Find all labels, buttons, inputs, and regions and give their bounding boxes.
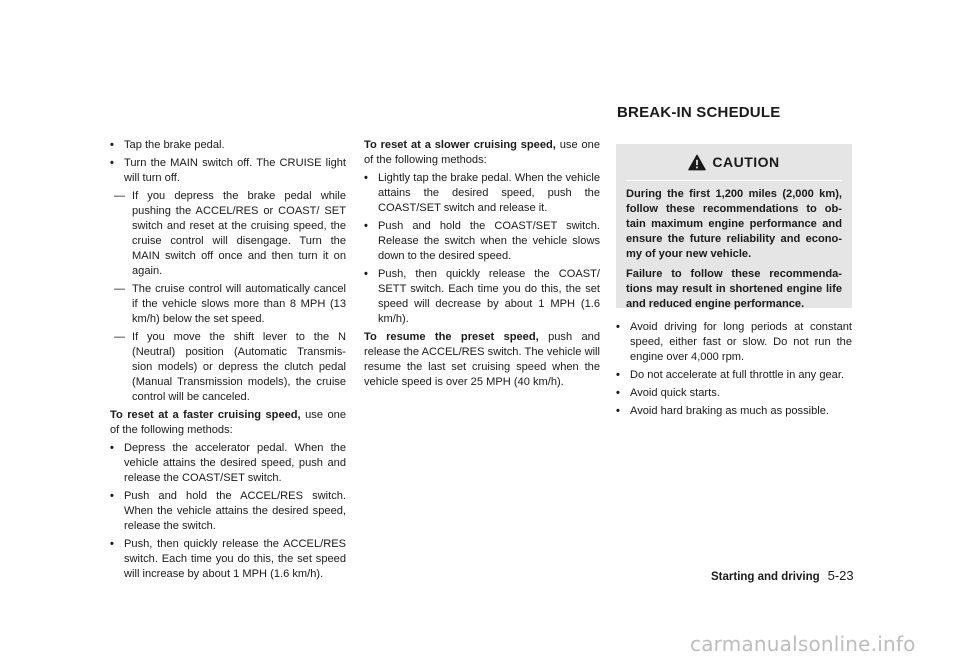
dash-mark: — — [114, 283, 126, 295]
bullet-mark: • — [616, 369, 620, 381]
page-footer — [711, 568, 854, 583]
caution-paragraph: Failure to follow these recommenda- tions may result in shortened engine life and reduced engine performance. — [626, 268, 842, 310]
list-item: — The cruise control will automatically cancel if the vehicle slows more than 8 MPH (13 km/h) below the set speed. — [114, 283, 346, 325]
bullet-mark: • — [616, 321, 620, 333]
list-item: • Depress the accelerator pedal. When the vehicle attains the desired speed, push and release the COAST/SET switch. — [110, 442, 346, 484]
dash-mark: — — [114, 190, 126, 202]
list-item: • Lightly tap the brake pedal. When the vehicle attains the desired speed, push the COAST/SET switch and release it. — [364, 172, 600, 214]
caution-box — [616, 144, 852, 308]
bullet-mark: • — [364, 268, 368, 280]
list-item: • Avoid hard braking as much as possible. — [616, 405, 829, 417]
caution-title: CAUTION — [712, 154, 780, 170]
list-item: • Push, then quickly release the ACCEL/RES switch. Each time you do this, the set speed will increase by about 1 MPH (1.6 km/h). — [110, 538, 346, 580]
page-number: 5-23 — [827, 568, 854, 583]
bullet-mark: • — [110, 139, 114, 151]
section-heading: BREAK-IN SCHEDULE — [617, 104, 781, 121]
caution-paragraph: During the first 1,200 miles (2,000 km), follow these recommendations to ob- tain maximum engine performance and ensure the future reliability and econo- my of your new vehicle. — [626, 188, 842, 260]
resume-paragraph: To resume the preset speed, push and release the ACCEL/RES switch. The vehicle will resume the last set cruising speed when the vehicle speed is over 25 MPH (40 km/h). — [364, 331, 601, 388]
column-left — [110, 138, 346, 585]
faster-heading: To reset at a faster cruising speed, — [110, 409, 301, 421]
faster-paragraph: To reset at a faster cruising speed, use one of the following methods: — [110, 409, 347, 436]
caution-header — [616, 144, 852, 180]
list-item: • Avoid driving for long periods at constant speed, either fast or slow. Do not run the engine over 4,000 rpm. — [616, 321, 852, 363]
resume-heading: To resume the preset speed, — [364, 331, 539, 343]
warning-triangle-icon — [688, 154, 706, 171]
break-in-list — [616, 320, 852, 422]
bullet-mark: • — [364, 220, 368, 232]
bullet-mark: • — [110, 157, 114, 169]
bullet-mark: • — [616, 405, 620, 417]
bullet-mark: • — [110, 490, 114, 502]
column-middle — [364, 138, 600, 393]
list-item: • Turn the MAIN switch off. The CRUISE light will turn off. — [110, 157, 346, 184]
list-item: • Push and hold the ACCEL/RES switch. When the vehicle attains the desired speed, release the switch. — [110, 490, 346, 532]
bullet-mark: • — [110, 442, 114, 454]
list-item: • Push and hold the COAST/SET switch. Release the switch when the vehicle slows down to the desired speed. — [364, 220, 600, 262]
chapter-title: Starting and driving — [711, 571, 820, 583]
dash-mark: — — [114, 331, 126, 343]
slower-heading: To reset at a slower cruising speed, — [364, 139, 556, 151]
slower-paragraph: To reset at a slower cruising speed, use one of the following methods: — [364, 139, 601, 166]
caution-body — [626, 180, 842, 312]
list-item: • Avoid quick starts. — [616, 387, 720, 399]
bullet-mark: • — [616, 387, 620, 399]
list-item: • Push, then quickly release the COAST/ SETT switch. Each time you do this, the set speed will decrease by about 1 MPH (1.6 km/h). — [364, 268, 600, 325]
list-item: — If you move the shift lever to the N (Neutral) position (Automatic Transmis- sion models) or depress the clutch pedal (Manual Transmission models), the cruise control will be canceled. — [114, 331, 346, 403]
list-item: — If you depress the brake pedal while pushing the ACCEL/RES or COAST/ SET switch and reset at the cruising speed, the cruise control will disengage. Turn the MAIN switch off once and then turn it on again. — [114, 190, 346, 277]
watermark: carmanualsonline.info — [690, 632, 916, 656]
list-item: • Do not accelerate at full throttle in any gear. — [616, 369, 844, 381]
bullet-mark: • — [110, 538, 114, 550]
bullet-mark: • — [364, 172, 368, 184]
list-item: • Tap the brake pedal. — [110, 139, 225, 151]
